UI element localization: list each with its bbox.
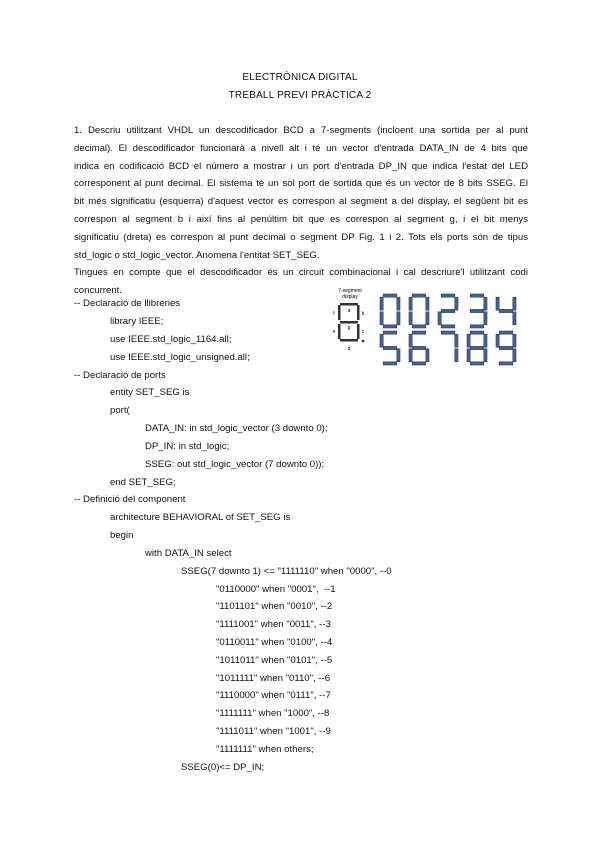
code-architecture: architecture BEHAVIORAL of SET_SEG is xyxy=(110,512,291,523)
diagram-segment-dp xyxy=(362,340,365,343)
seg-label-g: g xyxy=(347,325,351,331)
digit-segment-c xyxy=(397,349,400,362)
diagram-segment-a xyxy=(340,303,358,306)
digit-segment-g xyxy=(499,346,513,349)
digit-segment-c xyxy=(484,312,487,325)
code-port-data-in: DATA_IN: in std_logic_vector (3 downto 0); xyxy=(145,423,328,434)
digit-segment-b xyxy=(484,334,487,347)
digit-segment-g xyxy=(470,309,484,312)
digit-segment-a xyxy=(383,331,397,334)
code-entity: entity SET_SEG is xyxy=(110,387,190,398)
code-case-line: "1011111" when "0110", --6 xyxy=(216,673,331,684)
digit-segment-a xyxy=(412,331,426,334)
digit-segment-b xyxy=(426,297,429,310)
code-port-open: port( xyxy=(110,405,130,416)
diagram-segment-b xyxy=(357,305,360,320)
code-port-dp-in: DP_IN: in std_logic; xyxy=(145,441,230,452)
paragraph-line: indica en codificació BCD el número a mostrar i un port d'entrada DP_IN que indica l'estat del LED xyxy=(74,160,528,172)
digit-segment-a xyxy=(441,294,455,297)
digit-segment-e xyxy=(438,312,441,325)
digit-examples xyxy=(380,294,516,365)
digit-segment-a xyxy=(412,294,426,297)
digit-segment-c xyxy=(455,349,458,362)
code-comment-libraries: -- Declaració de llibreries xyxy=(74,298,181,309)
code-library: library IEEE; xyxy=(110,316,164,327)
seven-seg-digit-5 xyxy=(380,331,400,365)
code-case-line: "1011011" when "0101", --5 xyxy=(216,655,333,666)
seven-seg-digit-9 xyxy=(496,331,516,365)
digit-segment-f xyxy=(380,297,383,310)
digit-segment-b xyxy=(455,297,458,310)
digit-segment-b xyxy=(513,334,516,347)
code-assign-dp: SSEG(0)<= DP_IN; xyxy=(181,762,265,773)
digit-segment-c xyxy=(513,349,516,362)
digit-segment-a xyxy=(383,294,397,297)
digit-segment-c xyxy=(484,349,487,362)
digit-segment-b xyxy=(484,297,487,310)
digit-segment-a xyxy=(470,331,484,334)
digit-segment-g xyxy=(470,346,484,349)
digit-segment-d xyxy=(383,362,397,365)
question-paragraph xyxy=(74,122,528,300)
seg-label-e: e xyxy=(332,329,336,335)
seven-seg-digit-6 xyxy=(409,331,429,365)
code-comment-component: -- Definició del component xyxy=(74,494,186,505)
digit-segment-a xyxy=(441,331,455,334)
diagram-segment-c xyxy=(357,324,360,339)
seg-label-b: b xyxy=(361,311,365,317)
code-use-unsigned: use IEEE.std_logic_unsigned.all; xyxy=(110,352,250,363)
digit-segment-g xyxy=(499,309,513,312)
code-case-line: "1111001" when "0011", --3 xyxy=(216,619,331,630)
digit-segment-c xyxy=(397,312,400,325)
figure-title: 7-segment xyxy=(338,288,362,294)
diagram-segment-e xyxy=(338,324,341,339)
code-case-line: "1111111" when "1000", --8 xyxy=(216,708,330,719)
diagram-segment-d xyxy=(340,339,358,342)
paragraph-line: std_logic o std_logic_vector. Anomena l'entitat SET_SEG. xyxy=(74,249,320,261)
segment-diagram xyxy=(338,303,364,342)
digit-segment-d xyxy=(412,325,426,328)
code-case-line: "1101101" when "0010", --2 xyxy=(216,601,333,612)
seven-seg-digit-2 xyxy=(438,294,458,328)
paragraph-line: Tingues en compte que el descodificador és un circuit combinacional i cal descriure'l utilitzant codi xyxy=(74,267,528,279)
seven-segment-figure xyxy=(328,284,528,368)
code-with-select: with DATA_IN select xyxy=(145,548,232,559)
digit-segment-g xyxy=(383,346,397,349)
code-port-sseg: SSEG: out std_logic_vector (7 downto 0)); xyxy=(145,459,325,470)
digit-segment-c xyxy=(513,312,516,325)
code-case-line: "1110000" when "0111", --7 xyxy=(216,690,331,701)
seg-label-a: a xyxy=(347,308,351,314)
seven-seg-digit-7 xyxy=(441,331,458,362)
digit-segment-d xyxy=(499,362,513,365)
diagram-segment-g xyxy=(340,321,358,324)
digit-segment-f xyxy=(496,334,499,347)
paragraph-line: decimal). El descodificador funcionarà a nivell alt i té un vector d'entrada DATA_IN de 4 bits que xyxy=(74,142,528,154)
figure-subtitle: display xyxy=(342,294,358,300)
digit-segment-f xyxy=(467,334,470,347)
digit-segment-d xyxy=(470,362,484,365)
seven-segment-figure-svg xyxy=(328,284,528,368)
digit-segment-d xyxy=(383,325,397,328)
digit-segment-d xyxy=(412,362,426,365)
digit-segment-d xyxy=(470,325,484,328)
digit-segment-f xyxy=(496,297,499,310)
paragraph-line: bit més significatiu (esquerra) d'aquest vector es correspon al segment a del display, el següent bit es xyxy=(74,196,528,208)
document-subtitle: TREBALL PREVI PRÀCTICA 2 xyxy=(228,90,372,101)
digit-segment-d xyxy=(441,325,455,328)
code-begin: begin xyxy=(110,530,134,541)
seven-seg-digit-0 xyxy=(409,294,429,328)
diagram-segment-f xyxy=(338,305,341,320)
digit-segment-f xyxy=(409,297,412,310)
digit-segment-f xyxy=(380,334,383,347)
seg-label-f: f xyxy=(333,311,335,317)
paragraph-line: corresponent al punt decimal. El sistema té un sol port de sortida que és un vector de 8 bits SSEG. El xyxy=(74,178,528,190)
digit-segment-e xyxy=(380,312,383,325)
seven-seg-digit-8 xyxy=(467,331,487,365)
digit-segment-b xyxy=(397,297,400,310)
digit-segment-e xyxy=(409,349,412,362)
seven-seg-digit-0 xyxy=(380,294,400,328)
digit-segment-a xyxy=(470,294,484,297)
seven-seg-digit-3 xyxy=(470,294,487,328)
digit-segment-c xyxy=(426,349,429,362)
paragraph-line: concurrent. xyxy=(74,285,122,297)
code-end-entity: end SET_SEG; xyxy=(110,477,176,488)
digit-segment-e xyxy=(467,349,470,362)
code-use-1164: use IEEE.std_logic_1164.all; xyxy=(110,334,232,345)
digit-segment-c xyxy=(426,312,429,325)
paragraph-line: significatiu (dreta) es correspon al punt decimal o segment DP Fig. 1 i 2. Tots els ports són de tipus xyxy=(74,231,528,243)
digit-segment-g xyxy=(441,309,455,312)
paragraph-line: correspon al segment b i així fins al penúltim bit que es correspon al segment g, i el bit menys xyxy=(74,213,528,225)
digit-segment-f xyxy=(409,334,412,347)
code-case-line: "0110011" when "0100", --4 xyxy=(216,637,333,648)
document-title: ELECTRÒNICA DIGITAL xyxy=(242,72,358,83)
code-case-line: "0110000" when "0001", --1 xyxy=(216,584,336,595)
digit-segment-b xyxy=(513,297,516,310)
paragraph-line: 1. Descriu utilitzant VHDL un descodificador BCD a 7-segments (incloent una sortida per al punt xyxy=(74,125,528,136)
seg-label-d: d xyxy=(347,346,351,352)
code-comment-ports: -- Declaració de ports xyxy=(74,370,166,381)
code-case-line: "1111011" when "1001", --9 xyxy=(216,726,331,737)
digit-segment-e xyxy=(409,312,412,325)
digit-segment-a xyxy=(499,331,513,334)
code-assign-first: SSEG(7 downto 1) <= "1111110" when "0000", --0 xyxy=(181,566,392,577)
seg-label-c: c xyxy=(361,329,365,335)
digit-segment-g xyxy=(412,346,426,349)
seven-seg-digit-4 xyxy=(496,297,516,325)
code-case-line: "1111111" when others; xyxy=(216,744,314,755)
digit-segment-b xyxy=(455,334,458,347)
